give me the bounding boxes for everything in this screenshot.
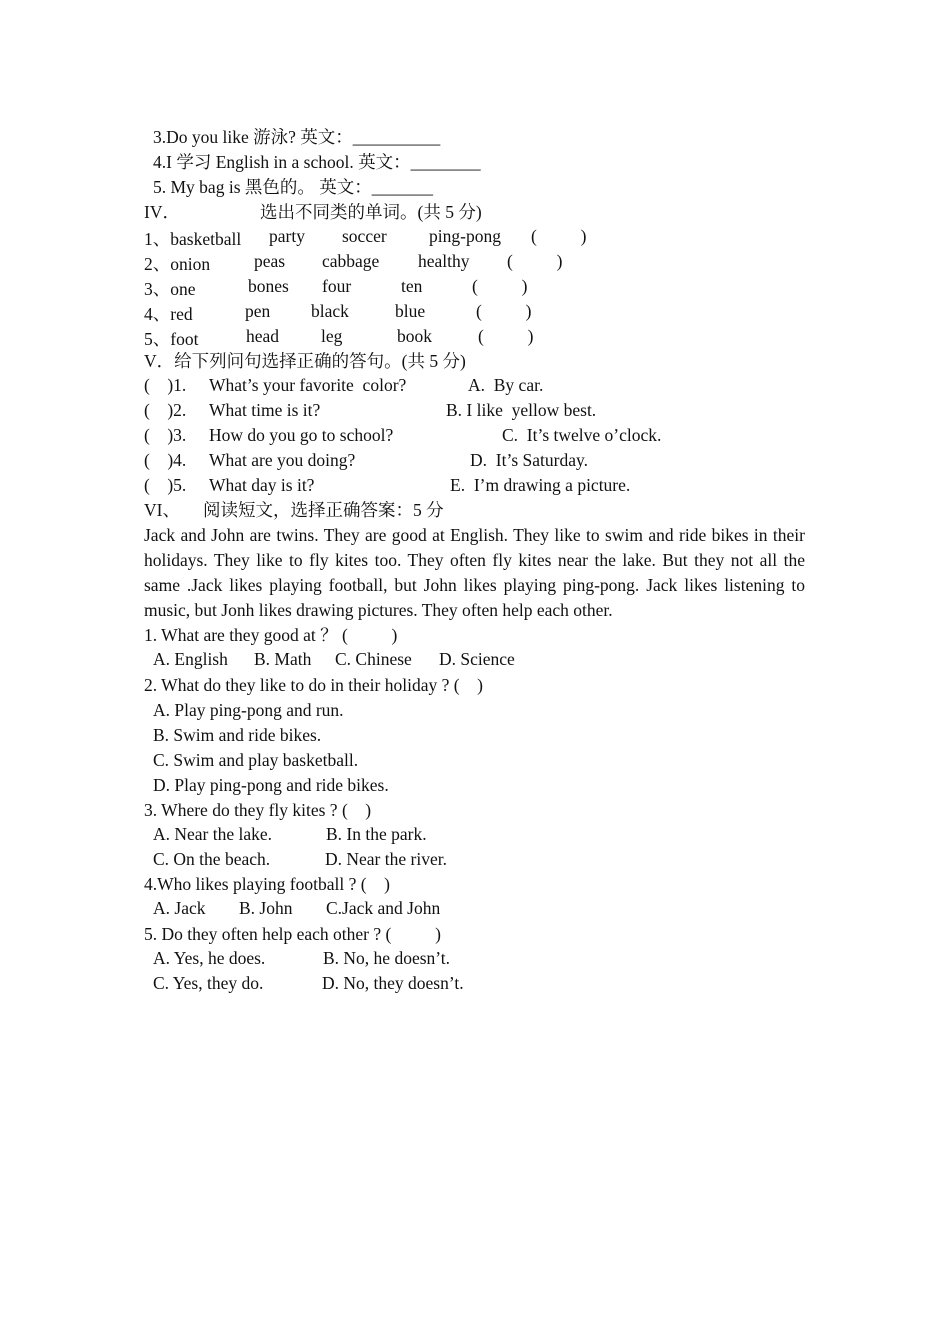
option: A. Jack <box>153 898 206 918</box>
answer-blank[interactable]: ( )2. <box>144 400 187 420</box>
row-word-1: 5、foot <box>144 329 199 349</box>
question-text: What day is it? <box>209 475 315 495</box>
row-word-1: 3、one <box>144 279 196 299</box>
section4-heading: 选出不同类的单词。(共 5 分) <box>260 202 482 222</box>
answer-blank[interactable]: ( )3. <box>144 425 187 445</box>
row-word-3: four <box>322 276 352 296</box>
row-word-2: head <box>246 326 280 346</box>
option: B. Swim and ride bikes. <box>153 725 322 745</box>
row-word-4: healthy <box>418 251 470 271</box>
answer-blank[interactable]: ( ) <box>478 326 534 346</box>
option: A. Yes, he does. <box>153 948 266 968</box>
option: C. Chinese <box>335 649 412 669</box>
translation-item-3: 3.Do you like 游泳? 英文：__________ <box>153 127 441 147</box>
section5-heading: V．给下列问句选择正确的答句。(共 5 分) <box>144 351 466 371</box>
question-text: What time is it? <box>209 400 321 420</box>
question-1: 1. What are they good at ？ ( ) <box>144 625 398 645</box>
question-text: What’s your favorite color? <box>209 375 407 395</box>
option: D. Near the river. <box>325 849 447 869</box>
option: A. English <box>153 649 228 669</box>
option: A. Play ping-pong and run. <box>153 700 344 720</box>
row-word-3: soccer <box>342 226 387 246</box>
option: D. No, they doesn’t. <box>322 973 464 993</box>
answer-blank[interactable]: ( ) <box>476 301 532 321</box>
answer-option: A. By car. <box>468 375 544 395</box>
option: B. In the park. <box>326 824 427 844</box>
row-word-3: cabbage <box>322 251 380 271</box>
question-2: 2. What do they like to do in their holiday ? ( ) <box>144 675 483 695</box>
answer-blank[interactable]: ( ) <box>507 251 563 271</box>
row-word-2: bones <box>248 276 289 296</box>
option: B. No, he doesn’t. <box>323 948 451 968</box>
answer-blank[interactable]: ( ) <box>472 276 528 296</box>
option: D. Science <box>439 649 515 669</box>
row-word-4: ping-pong <box>429 226 501 246</box>
row-word-4: ten <box>401 276 423 296</box>
option: C.Jack and John <box>326 898 441 918</box>
row-word-4: blue <box>395 301 426 321</box>
row-word-1: 4、red <box>144 304 193 324</box>
answer-option: B. I like yellow best. <box>446 400 597 420</box>
row-word-3: leg <box>321 326 343 346</box>
answer-blank[interactable]: ( )1. <box>144 375 187 395</box>
question-text: What are you doing? <box>209 450 356 470</box>
row-word-4: book <box>397 326 432 346</box>
answer-option: E. I’m drawing a picture. <box>450 475 631 495</box>
option: C. Yes, they do. <box>153 973 264 993</box>
answer-option: C. It’s twelve o’clock. <box>502 425 662 445</box>
section4-heading-number: IV． <box>144 202 180 222</box>
question-text: How do you go to school? <box>209 425 394 445</box>
question-3: 3. Where do they fly kites ? ( ) <box>144 800 372 820</box>
option: A. Near the lake. <box>153 824 273 844</box>
option: C. On the beach. <box>153 849 271 869</box>
translation-item-4: 4.I 学习 English in a school. 英文：________ <box>153 152 481 172</box>
row-word-2: party <box>269 226 305 246</box>
option: B. John <box>239 898 293 918</box>
row-word-3: black <box>311 301 349 321</box>
option: B. Math <box>254 649 312 669</box>
reading-passage: Jack and John are twins. They are good at English. They like to swim and ride bikes in their holidays. They like to fly kites too. They often fly kites near the lake. But they not all the same .Jack likes playing football, but John likes playing ping-pong. Jack likes listening to music, but Jonh likes drawing pictures. They often help each other. <box>144 525 805 620</box>
option: C. Swim and play basketball. <box>153 750 359 770</box>
option: D. Play ping-pong and ride bikes. <box>153 775 389 795</box>
section6-heading-number: VI、 <box>144 500 180 520</box>
translation-item-5: 5. My bag is 黑色的。 英文：_______ <box>153 177 433 197</box>
question-5: 5. Do they often help each other ? ( ) <box>144 924 441 944</box>
row-word-2: peas <box>254 251 286 271</box>
question-4: 4.Who likes playing football ? ( ) <box>144 874 390 894</box>
section6-heading: 阅读短文，选择正确答案：5 分 <box>203 500 444 520</box>
answer-blank[interactable]: ( )5. <box>144 475 187 495</box>
answer-option: D. It’s Saturday. <box>470 450 588 470</box>
row-word-2: pen <box>245 301 271 321</box>
answer-blank[interactable]: ( )4. <box>144 450 187 470</box>
row-word-1: 1、basketball <box>144 229 242 249</box>
answer-blank[interactable]: ( ) <box>531 226 587 246</box>
row-word-1: 2、onion <box>144 254 211 274</box>
